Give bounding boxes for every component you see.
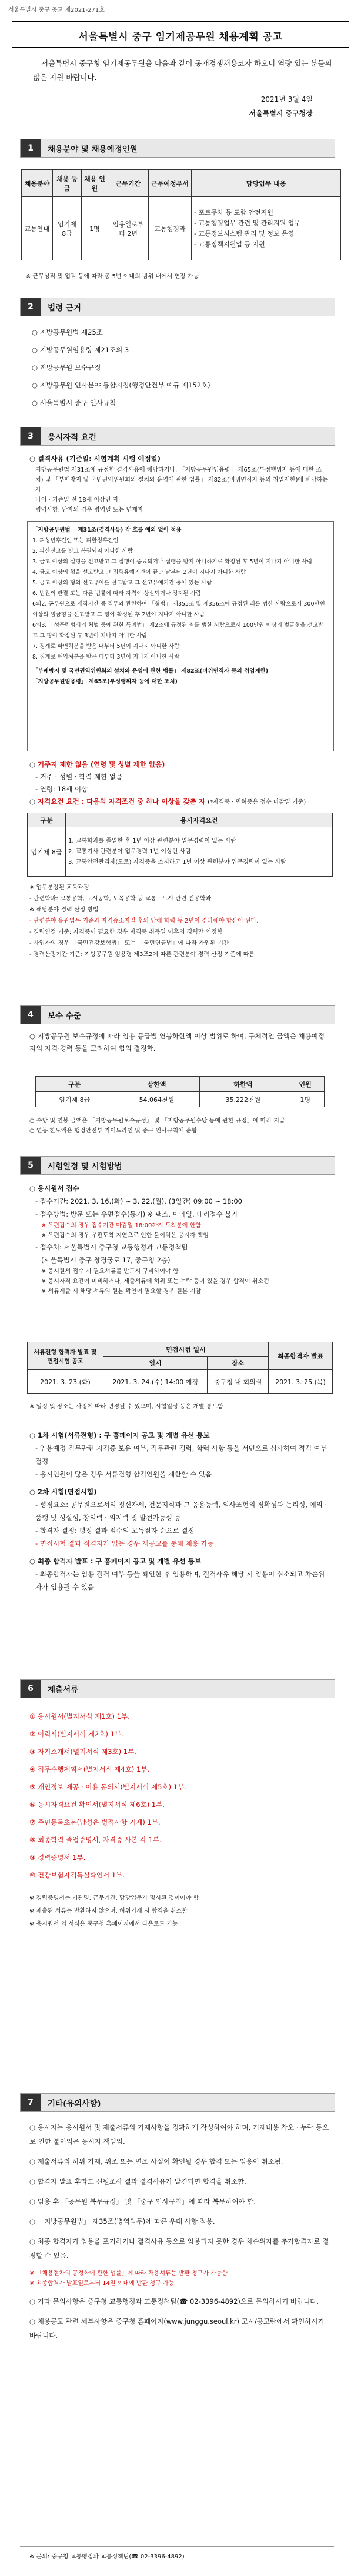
list-item: - 관련분야 유관업무 기준과 자격증소지일 후의 당해 학력 등 2년이 경과해야 합산이 된다. <box>29 918 259 924</box>
column-header: 담당업무 내용 <box>192 170 341 197</box>
law-item: ○ 서울특별시 중구 인사규칙 <box>32 399 116 407</box>
document-item: ⑩ 건강보험자격득실확인서 1부. <box>29 1871 125 1879</box>
eligibility-item: 나이 · 기준일 전 18세 이상인 자 <box>35 497 119 503</box>
document-item: ⑤ 개인정보 제공 · 이용 동의서(별지서식 제5호) 1부. <box>29 1783 186 1791</box>
exam-steps <box>29 1429 330 1593</box>
section-number: 4 <box>21 1006 41 1024</box>
footer-divider <box>20 2546 334 2547</box>
notice-issuer: 서울특별시 중구청장 <box>249 109 313 118</box>
list-item: 7. 징계로 파면처분을 받은 때부터 5년이 지나지 아니한 사람 <box>32 643 180 650</box>
table-cell: 임용일로부터 2년 <box>108 197 149 260</box>
table-cell: 1명 <box>286 1092 325 1107</box>
list-item: ○ 기타 문의사항은 중구청 교통행정과 교통정책팀(☎ 02-3396-4892)으로 문의하시기 바랍니다. <box>29 2297 319 2306</box>
list-item: - 사업자의 경우 「국민건강보험법」 또는 「국민연금법」에 따라 가입된 기간 <box>29 940 229 947</box>
page-title: 서울특별시 중구 임기제공무원 채용계획 공고 <box>78 31 283 43</box>
notice-number: 서울특별시 중구 공고 제2021-271호 <box>8 7 105 14</box>
list-item: ○ 임용 후 「공무원 복무규정」 및 「중구 인사규칙」에 따라 복무하여야 함. <box>29 2197 256 2206</box>
list-item: ○ 응시자는 응시원서 및 제출서류의 기재사항을 정확하게 작성하여야 하며, 기재내용 착오 · 누락 등으로 인한 불이익은 응시자 책임임. <box>29 2123 329 2146</box>
list-item: - 면접시험 결과 적격자가 없는 경우 재공고를 통해 채용 가능 <box>35 1539 214 1548</box>
table-cell: 2021. 3. 23.(화) <box>28 1370 103 1394</box>
column-header: 채용 등급 <box>53 170 82 197</box>
list-item: 3. 금고 이상의 실형을 선고받고 그 집행이 종료되거나 집행을 받지 아니하기로 확정된 후 5년이 지나지 아니한 사람 <box>32 559 313 565</box>
table-cell: 임기제 8급 <box>28 827 66 877</box>
list-item: ○ 합격자 발표 후라도 신원조사 결과 결격사유가 발견되면 합격을 취소함. <box>29 2177 246 2186</box>
notice-date: 2021년 3월 4일 <box>260 95 313 103</box>
column-header: 채용 인원 <box>82 170 108 197</box>
list-item: 6의2. 공무원으로 재직기간 중 직무와 관련하여 「형법」 제355조 및 제356조에 규정된 죄를 범한 사람으로서 300만원 이상의 벌금형을 선고받고 그 형이 확정된 후 2년이 지나지 아니한 사람 <box>32 601 325 618</box>
section-header-eligibility <box>20 427 335 446</box>
list-item: 3. 교통안전관리자(도로) 자격증을 소지하고 1년 이상 관련분야 업무경력이 있는 사람 <box>68 858 287 866</box>
list-item: ※ 응시원서 접수 시 필요서류를 반드시 구비하여야 함 <box>41 1268 179 1275</box>
list-item: - 합격자 결정: 평정 결과 점수의 고득점자 순으로 결정 <box>35 1526 195 1535</box>
section-number: 6 <box>21 1680 41 1698</box>
column-header: 서류전형 합격자 발표 및 면접시험 공고 <box>28 1342 103 1370</box>
list-item: 4. 금고 이상의 형을 선고받고 그 집행유예기간이 끝난 날부터 2년이 지나지 아니한 사람 <box>32 569 246 576</box>
qualification-title: ○ 자격요건 요건 : 다음의 자격조건 중 하나 이상을 갖춘 자 (*자격증 · 면허증은 접수 마감일 기준) <box>29 797 306 806</box>
list-item: ○ 채용공고 관련 세부사항은 중구청 홈페이지(www.junggu.seoul.kr) 고시/공고란에서 확인하시기 바랍니다. <box>29 2317 325 2340</box>
section-title: 기타(유의사항) <box>41 2094 335 2111</box>
list-item: - 연령: 18세 이상 <box>35 785 88 793</box>
list-item: - 거주 · 성별 · 학력 제한 없음 <box>35 773 123 781</box>
table-cell: 교통행정과 <box>149 197 192 260</box>
section-title: 응시자격 요건 <box>41 427 335 445</box>
exam-step-title: ○ 1차 시험(서류전형) : 구 홈페이지 공고 및 개별 유선 통보 <box>29 1431 210 1439</box>
schedule-note: ※ 일정 및 장소는 사정에 따라 변경될 수 있으며, 시험일정 등은 개별 통보함 <box>29 1404 223 1410</box>
title-rule-bottom <box>12 47 349 48</box>
list-item: - 최종합격자는 임용 결격 여부 등을 확인한 후 임용하며, 결격사유 해당 시 임용이 취소되고 차순위자가 임용될 수 있음 <box>35 1570 325 1591</box>
eligibility-item: 병역사항: 남자의 경우 병역필 또는 면제자 <box>35 507 143 513</box>
section-header-law <box>20 298 335 316</box>
list-item: ○ 수당 및 연봉 금액은 「지방공무원보수규정」 및 「지방공무원수당 등에 관한 규정」에 따라 지급 <box>29 1118 285 1124</box>
list-item: 5. 금고 이상의 형의 선고유예를 선고받고 그 선고유예기간 중에 있는 사람 <box>32 580 212 586</box>
document-item: ① 응시원서(별지서식 제1호) 1부. <box>29 1712 130 1720</box>
column-header: 구분 <box>36 1077 113 1092</box>
duty-item: - 포로주차 등 포함 안전지원 <box>194 208 273 216</box>
list-item: ※ 업무분장된 교육과정 <box>29 884 89 891</box>
document-item: ⑨ 경력증명서 1부. <box>29 1853 86 1862</box>
list-item: - 관련학과: 교통공학, 도시공학, 토목공학 등 교통 · 도시 관련 전공학과 <box>29 896 212 902</box>
column-subheader: 장소 <box>208 1357 269 1370</box>
column-subheader: 일시 <box>103 1357 208 1370</box>
list-item: ○ 연봉 한도액은 행정안전부 가이드라인 및 중구 인사규칙에 준함 <box>29 1128 198 1134</box>
column-header: 인원 <box>286 1077 325 1092</box>
section-title: 시험일정 및 시험방법 <box>41 1157 335 1174</box>
disqualification-list <box>32 525 329 687</box>
document-list <box>29 1708 330 1884</box>
table-cell: 54,064천원 <box>113 1092 200 1107</box>
list-item: ○ 제출서류의 허위 기재, 위조 또는 변조 사실이 확인될 경우 합격 또는 임용이 취소됨. <box>29 2157 283 2166</box>
law-item: ○ 지방공무원 보수규정 <box>32 363 101 372</box>
list-item: 「부패방지 및 국민권익위원회의 설치와 운영에 관한 법률」 제82조(비위면직자 등의 취업제한) <box>32 668 269 674</box>
duty-item: - 교통정보시스템 관리 및 정보 운영 <box>194 229 295 238</box>
section-number: 1 <box>21 139 41 157</box>
pay-intro: ○ 지방공무원 보수규정에 따라 임용 등급별 연봉하한액 이상 범위로 하며, 구체적인 금액은 채용예정자의 자격·경력 등을 고려하여 협의 결정함. <box>29 1032 325 1053</box>
intro-paragraph: 서울특별시 중구청 임기제공무원을 다음과 같이 공개경쟁채용코자 하오니 역량 있는 분들의 많은 지원 바랍니다. <box>33 59 332 82</box>
column-header: 근무기간 <box>108 170 149 197</box>
table-cell: 2021. 3. 24.(수) 14:00 예정 <box>103 1370 208 1394</box>
column-header: 응시자격요건 <box>66 813 333 827</box>
table-cell: 1명 <box>82 197 108 260</box>
list-item: ※ 서류제출 시 해당 서류의 원본 확인이 필요할 경우 원본 지참 <box>41 1288 202 1295</box>
section-header-notes <box>20 2093 335 2112</box>
section-number: 3 <box>21 427 41 445</box>
law-item: ○ 지방공무원법 제25조 <box>32 328 103 336</box>
column-header: 면접시험 일시 <box>103 1342 269 1357</box>
column-header: 채용분야 <box>22 170 53 197</box>
section-number: 7 <box>21 2094 41 2111</box>
list-item: - 임용예정 직무관련 자격증 보유 여부, 직무관련 경력, 학력 사항 등을 서면으로 심사하여 적격 여부 결정 <box>35 1444 327 1465</box>
section-number: 2 <box>21 298 41 316</box>
list-item: ※ 우편접수의 경우 우편도착 지연으로 인한 불이익은 응시자 책임 <box>41 1232 209 1239</box>
pay-table <box>35 1076 325 1107</box>
application-title: ○ 응시원서 접수 <box>29 1184 79 1192</box>
document-item: ⑧ 최종학력 졸업증명서, 자격증 사본 각 1부. <box>29 1836 162 1844</box>
document-item: ③ 자기소개서(별지서식 제3호) 1부. <box>29 1748 136 1756</box>
list-item: - 접수방법: 방문 또는 우편접수(등기) ※ 팩스, 이메일, 대리접수 불가 <box>35 1210 238 1218</box>
law-item: ○ 지방공무원 인사분야 통합지침(행정안전부 예규 제152호) <box>32 381 210 389</box>
eligibility-general <box>29 759 329 808</box>
schedule-table <box>27 1342 333 1394</box>
qualification-table <box>27 813 333 877</box>
qualification-list <box>66 827 333 877</box>
document-item: ② 이력서(별지서식 제2호) 1부. <box>29 1730 123 1738</box>
document-item: ⑥ 응시자격요건 확인서(별지서식 제6호) 1부. <box>29 1800 165 1809</box>
contact-info: ※ 문의: 중구청 교통행정과 교통정책팀(☎ 02-3396-4892) <box>29 2554 185 2560</box>
list-item: - 접수처: 서울특별시 중구청 교통행정과 교통정책팀 <box>35 1243 188 1251</box>
section-title: 법령 근거 <box>41 298 335 316</box>
duty-item: - 교통정책지원업 등 지원 <box>194 240 265 248</box>
list-item: - 경력산정기간 기준: 지방공무원 임용령 제3조2에 따른 관련분야 경력 산정 기준에 따름 <box>29 951 255 958</box>
list-item: ※ 응시원서 외 서식은 중구청 홈페이지에서 다운로드 가능 <box>29 1921 178 1927</box>
pay-notes <box>29 1116 330 1136</box>
column-header: 최종합격자 발표 <box>269 1342 333 1370</box>
list-item: ※ 최종합격자 발표일로부터 14일 이내에 반환 청구 가능 <box>29 2280 175 2287</box>
general-title: ○ 거주지 제한 없음 (연령 및 성별 제한 없음) <box>29 760 165 769</box>
list-item: ※ 응시자격 요건이 미비하거나, 제출서류에 허위 또는 누락 등이 있을 경우 합격이 취소됨 <box>41 1278 269 1285</box>
document-notes <box>29 1892 330 1931</box>
table-cell: 중구청 내 회의실 <box>208 1370 269 1394</box>
eligibility-title: ○ 결격사유 (기준일: 시험계획 시행 예정일) <box>29 455 161 463</box>
section-header-recruitment <box>20 139 335 158</box>
document-item: ④ 직무수행계획서(별지서식 제4호) 1부. <box>29 1765 150 1773</box>
column-header: 근무예정부서 <box>149 170 192 197</box>
list-item: 1. 교통학과를 졸업한 후 1년 이상 관련분야 업무경력이 있는 사람 <box>68 837 237 844</box>
recruitment-table <box>21 169 341 260</box>
disqualification-box <box>27 521 334 751</box>
table-note: ※ 근무성적 및 업적 등에 따라 총 5년 이내의 범위 내에서 연장 가능 <box>26 273 199 280</box>
list-item: ○ 최종 합격자가 임용을 포기하거나 결격사유 등으로 임용되지 못한 경우 차순위자를 추가합격자로 결정할 수 있음. <box>29 2237 329 2260</box>
table-cell: 임기제 8급 <box>53 197 82 260</box>
list-item: ※ 우편접수의 경우 접수기간 마감일 18:00까지 도착분에 한함 <box>41 1222 201 1229</box>
list-item: 2. 파산선고를 받고 복권되지 아니한 사람 <box>32 548 133 554</box>
table-cell: 교통안내 <box>22 197 53 260</box>
document-item: ⑦ 주민등록초본(남성은 병적사항 기재) 1부. <box>29 1818 161 1826</box>
list-item: 6의3. 「성폭력범죄의 처벌 등에 관한 특례법」 제2조에 규정된 죄를 범한 사람으로서 100만원 이상의 벌금형을 선고받고 그 형이 확정된 후 3년이 지나지 아니한 사람 <box>32 622 324 639</box>
exam-step-title: ○ 최종 합격자 발표 : 구 홈페이지 공고 및 개별 유선 통보 <box>29 1557 201 1565</box>
duty-item: - 교통행정업무 관련 및 관리지원 업무 <box>194 219 300 227</box>
eligibility-item: 지방공무원법 제31조에 규정한 결격사유에 해당하거나, 「지방공무원임용령」 제65조(부정행위자 등에 대한 조치) 및 「부패방지 및 국민권익위원회의 설치와 운영에 관한 법률」 제82조(비위면직자 등의 취업제한)에 해당하는 자 <box>35 467 328 493</box>
law-list <box>32 323 326 412</box>
list-item: 8. 징계로 해임처분을 받은 때부터 3년이 지나지 아니한 사람 <box>32 654 180 660</box>
eligibility-basic <box>29 453 329 515</box>
list-item: 「지방공무원법」 제31조(결격사유) 각 호를 예외 없이 적용 <box>32 527 182 533</box>
section-header-documents <box>20 1679 335 1698</box>
column-header: 상한액 <box>113 1077 200 1092</box>
qualification-notes <box>29 882 330 960</box>
list-item: ※ 경력증명서는 기관명, 근무기간, 담당업무가 명시된 것이어야 함 <box>29 1895 199 1902</box>
list-item: - 접수기간: 2021. 3. 16.(화) ~ 3. 22.(월), (3일간) 09:00 ~ 18:00 <box>35 1197 242 1205</box>
column-header: 하한액 <box>200 1077 286 1092</box>
section-title: 채용분야 및 채용예정인원 <box>41 139 335 157</box>
application-info <box>29 1182 330 1297</box>
table-cell: 2021. 3. 25.(목) <box>269 1370 333 1394</box>
list-item: - 평정요소: 공무원으로서의 정신자세, 전문지식과 그 응용능력, 의사표현의 정확성과 논리성, 예의 · 품행 및 성실성, 창의력 · 의지력 및 발전가능성 등 <box>35 1501 327 1522</box>
section-title: 제출서류 <box>41 1680 335 1698</box>
notes-list <box>29 2120 330 2348</box>
list-item: 2. 교통기사 관련분야 업무경력 1년 이상인 사람 <box>68 848 191 855</box>
list-item: ※ 해당분야 경력 산정 방법 <box>29 907 99 913</box>
law-item: ○ 지방공무원임용령 제21조의 3 <box>32 346 129 354</box>
section-header-pay <box>20 1005 335 1024</box>
title-rule-top <box>12 21 349 22</box>
column-header: 구분 <box>28 813 66 827</box>
list-item: 6. 법원의 판결 또는 다른 법률에 따라 자격이 상실되거나 정지된 사람 <box>32 590 202 597</box>
list-item: 1. 피성년후견인 또는 피한정후견인 <box>32 537 119 544</box>
table-cell: 35,222천원 <box>200 1092 286 1107</box>
list-item: (서울특별시 중구 창경궁로 17, 중구청 2층) <box>41 1256 171 1264</box>
exam-step-title: ○ 2차 시험(면접시험) <box>29 1488 97 1496</box>
list-item: ○ 「지방공무원법」 제35조(병역의무)에 따른 우대 사항 적용. <box>29 2217 215 2226</box>
list-item: ※ 제출된 서류는 반환하지 않으며, 허위기재 시 합격을 취소함 <box>29 1908 188 1915</box>
duty-list <box>192 197 341 260</box>
section-header-schedule <box>20 1156 335 1175</box>
table-cell: 임기제 8급 <box>36 1092 113 1107</box>
list-item: ※ 「채용절차의 공정화에 관한 법률」에 따라 채용서류는 반환 청구가 가능함 <box>29 2270 228 2277</box>
list-item: - 응시인원이 많은 경우 서류전형 합격인원을 제한할 수 있음 <box>35 1470 212 1478</box>
list-item: 「지방공무원임용령」 제65조(부정행위자 등에 대한 조치) <box>32 679 178 685</box>
section-title: 보수 수준 <box>41 1006 335 1024</box>
list-item: - 경력인정 기준: 자격증이 필요한 경우 자격증 취득일 이후의 경력만 인정함 <box>29 929 223 935</box>
section-number: 5 <box>21 1157 41 1174</box>
